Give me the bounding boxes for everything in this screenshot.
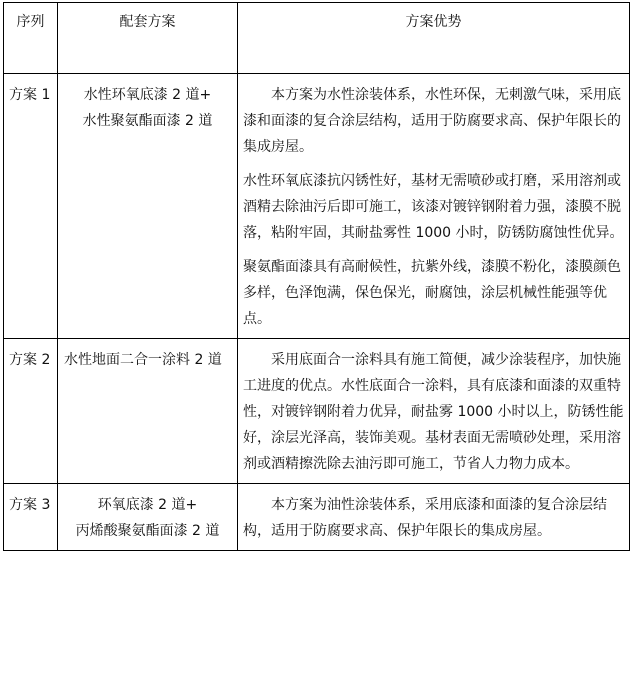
table-row [4, 339, 630, 484]
advantage-paragraph: 本方案为水性涂装体系，水性环保，无刺激气味，采用底漆和面漆的复合涂层结构，适用于防腐要求高、保护年限长的集成房屋。 [243, 87, 621, 155]
header-seq: 序列 [4, 3, 58, 74]
row-advantage [238, 339, 630, 484]
advantage-paragraph: 本方案为油性涂装体系，采用底漆和面漆的复合涂层结构，适用于防腐要求高、保护年限长的集成房屋。 [243, 497, 607, 539]
advantage-paragraph: 水性环氧底漆抗闪锈性好，基材无需喷砂或打磨，采用溶剂或酒精去除油污后即可施工，该漆对镀锌钢附着力强，漆膜不脱落，粘附牢固，其耐盐雾性 1000 小时，防锈防腐蚀性优异。 [243, 173, 624, 241]
row-config [58, 484, 238, 551]
config-line: 水性聚氨酯面漆 2 道 [82, 113, 213, 129]
row-config [58, 339, 238, 484]
row-seq: 方案 3 [4, 484, 58, 551]
row-advantage [238, 74, 630, 339]
header-advantage: 方案优势 [238, 3, 630, 74]
config-line: 环氧底漆 2 道+ [97, 497, 198, 513]
advantage-paragraph: 聚氨酯面漆具有高耐候性，抗紫外线，漆膜不粉化，漆膜颜色多样，色泽饱满，保色保光，耐腐蚀，涂层机械性能强等优点。 [243, 259, 621, 327]
config-line: 水性地面二合一涂料 2 道 [64, 352, 222, 368]
coating-scheme-table [3, 2, 630, 551]
row-advantage [238, 484, 630, 551]
row-seq: 方案 2 [4, 339, 58, 484]
header-config: 配套方案 [58, 3, 238, 74]
config-line: 水性环氧底漆 2 道+ [83, 87, 212, 103]
header-row [4, 3, 630, 74]
table-row [4, 74, 630, 339]
row-config [58, 74, 238, 339]
config-line: 丙烯酸聚氨酯面漆 2 道 [75, 523, 220, 539]
advantage-paragraph: 采用底面合一涂料具有施工简便，减少涂装程序，加快施工进度的优点。水性底面合一涂料，具有底漆和面漆的双重特性，对镀锌钢附着力优异，耐盐雾 1000 小时以上，防锈性能好，涂层光泽高，装饰美观。基材表面无需喷砂处理，采用溶剂或酒精擦洗除去油污即可施工，节省人力物力成本。 [243, 352, 624, 472]
table-row [4, 484, 630, 551]
row-seq: 方案 1 [4, 74, 58, 339]
